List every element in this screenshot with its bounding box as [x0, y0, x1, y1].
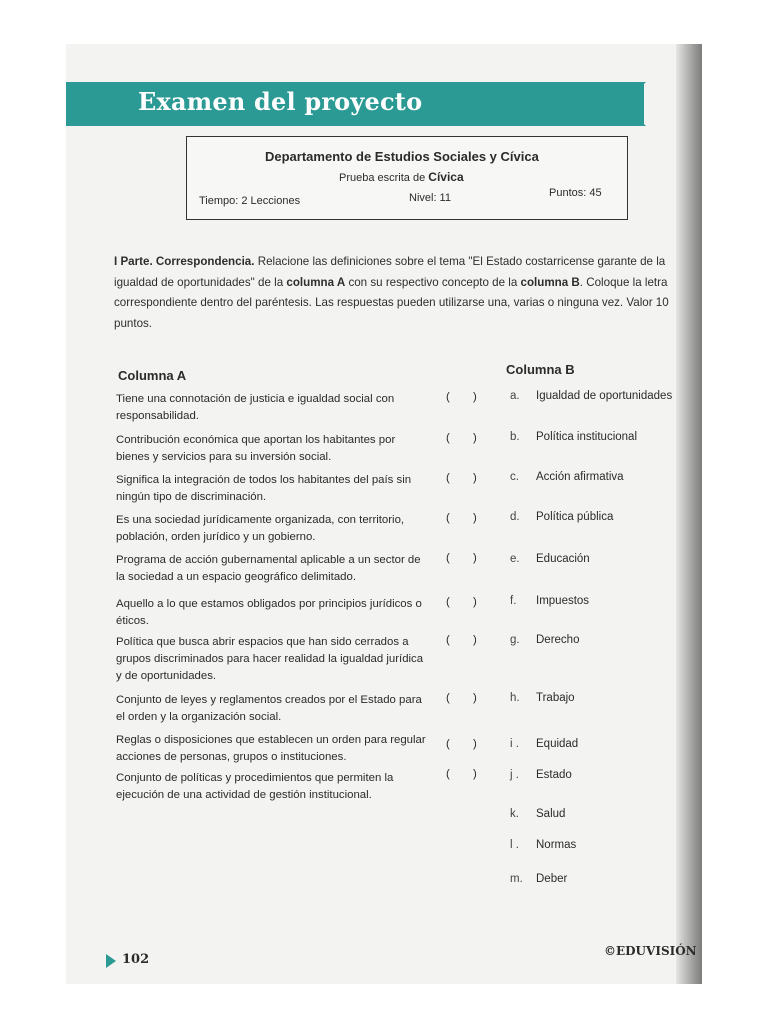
page-marker-icon — [106, 954, 116, 968]
instructions-heading: I Parte. Correspondencia. — [114, 255, 255, 268]
test-level: Nivel: 11 — [409, 192, 451, 204]
column-b-label: Estado — [536, 769, 572, 781]
column-b-item — [510, 769, 572, 781]
instructions-text-2: con su respectivo concepto de la — [345, 275, 521, 289]
column-b-letter: f. — [510, 595, 517, 607]
answer-parenthesis[interactable]: ( ) — [446, 768, 487, 780]
column-b-label: Política pública — [536, 511, 614, 523]
column-b-label: Igualdad de oportunidades — [536, 390, 673, 402]
column-b-item — [510, 692, 575, 704]
column-a-item: Significa la integración de todos los habitantes del país sin ningún tipo de discriminación. — [116, 474, 412, 503]
answer-parenthesis[interactable]: ( ) — [446, 634, 487, 646]
publisher-brand: ©EDUVISIÓN — [604, 944, 697, 958]
column-b-letter: g. — [510, 634, 520, 646]
test-points: Puntos: 45 — [549, 187, 602, 199]
answer-parenthesis[interactable]: ( ) — [446, 391, 487, 403]
answer-parenthesis[interactable]: ( ) — [446, 512, 487, 524]
page-number: 102 — [122, 952, 150, 967]
test-subject: Cívica — [428, 170, 464, 184]
title-banner-tail — [624, 82, 646, 126]
column-b-item — [510, 808, 565, 820]
column-a-item: Es una sociedad jurídicamente organizada, con territorio, población, orden jurídico y un gobierno. — [116, 514, 405, 543]
page-spine-shadow — [676, 44, 702, 984]
column-a-item: Política que busca abrir espacios que han sido cerrados a grupos discriminados para hacer realidad la igualdad jurídica y de oportunidades. — [116, 636, 424, 682]
test-name — [339, 170, 464, 184]
column-b-label: Trabajo — [536, 692, 575, 704]
column-b-item — [510, 431, 637, 443]
answer-parenthesis[interactable]: ( ) — [446, 552, 487, 564]
column-b-item — [510, 553, 590, 565]
column-b-heading: Columna B — [506, 362, 575, 377]
column-b-label: Salud — [536, 808, 566, 820]
column-b-letter: i . — [510, 738, 519, 750]
column-b-item — [510, 839, 576, 851]
column-b-letter: k. — [510, 808, 519, 820]
test-time: Tiempo: 2 Lecciones — [199, 195, 301, 207]
column-b-label: Deber — [536, 873, 568, 885]
column-b-label: Derecho — [536, 634, 580, 646]
instructions-text-1: Relacione las definiciones sobre el tema "El Estado costarricense garante de la igualdad de oportunidades" de la — [114, 255, 666, 289]
column-b-letter: m. — [510, 873, 523, 885]
column-b-label: Educación — [536, 553, 590, 565]
column-b-letter: l . — [510, 839, 519, 851]
column-b-letter: d. — [510, 511, 520, 523]
column-b-item — [510, 511, 613, 523]
column-a-item: Conjunto de leyes y reglamentos creados por el Estado para el orden y la organización social. — [116, 694, 422, 723]
column-a-item: Contribución económica que aportan los habitantes por bienes y servicios para su inversión social. — [116, 434, 396, 463]
page-title: Examen del proyecto — [138, 87, 423, 116]
exam-info-box — [186, 136, 628, 220]
column-b-item — [510, 390, 672, 402]
column-b-item — [510, 595, 589, 607]
column-a-item: Conjunto de políticas y procedimientos que permiten la ejecución de una actividad de gestión institucional. — [116, 772, 394, 801]
column-b-item — [510, 634, 579, 646]
column-b-label: Equidad — [536, 738, 579, 750]
column-a-item: Tiene una connotación de justicia e igualdad social con responsabilidad. — [116, 393, 395, 422]
instructions-col-a-ref: columna A — [286, 275, 346, 289]
column-b-letter: j . — [510, 769, 519, 781]
column-a-item: Programa de acción gubernamental aplicable a un sector de la sociedad a un espacio geográfico delimitado. — [116, 554, 421, 583]
instructions-col-b-ref: columna B — [520, 275, 580, 289]
column-b-label: Acción afirmativa — [536, 471, 624, 483]
answer-parenthesis[interactable]: ( ) — [446, 738, 487, 750]
column-a-item: Reglas o disposiciones que establecen un orden para regular acciones de personas, grupos o instituciones. — [116, 734, 426, 763]
column-b-item — [510, 471, 624, 483]
column-b-label: Impuestos — [536, 595, 590, 607]
book-page — [66, 44, 702, 984]
test-prefix: Prueba escrita de — [339, 172, 426, 184]
department-name: Departamento de Estudios Sociales y Cívica — [265, 149, 539, 164]
column-b-label: Política institucional — [536, 431, 637, 443]
column-b-label: Normas — [536, 839, 577, 851]
instructions-text-3: . Coloque la letra correspondiente dentro del paréntesis. Las respuestas pueden utilizarse una, varias o ninguna vez. Valor 10 puntos. — [114, 275, 669, 330]
instructions — [114, 252, 702, 334]
answer-parenthesis[interactable]: ( ) — [446, 432, 487, 444]
column-a-heading: Columna A — [118, 368, 187, 383]
column-b-letter: a. — [510, 390, 520, 402]
column-b-letter: e. — [510, 553, 520, 565]
column-b-item — [510, 873, 567, 885]
column-b-letter: c. — [510, 471, 519, 483]
column-b-letter: h. — [510, 692, 520, 704]
column-b-letter: b. — [510, 431, 520, 443]
column-a-item: Aquello a lo que estamos obligados por principios jurídicos o éticos. — [116, 598, 422, 627]
answer-parenthesis[interactable]: ( ) — [446, 596, 487, 608]
column-b-item — [510, 738, 578, 750]
answer-parenthesis[interactable]: ( ) — [446, 472, 487, 484]
answer-parenthesis[interactable]: ( ) — [446, 692, 487, 704]
